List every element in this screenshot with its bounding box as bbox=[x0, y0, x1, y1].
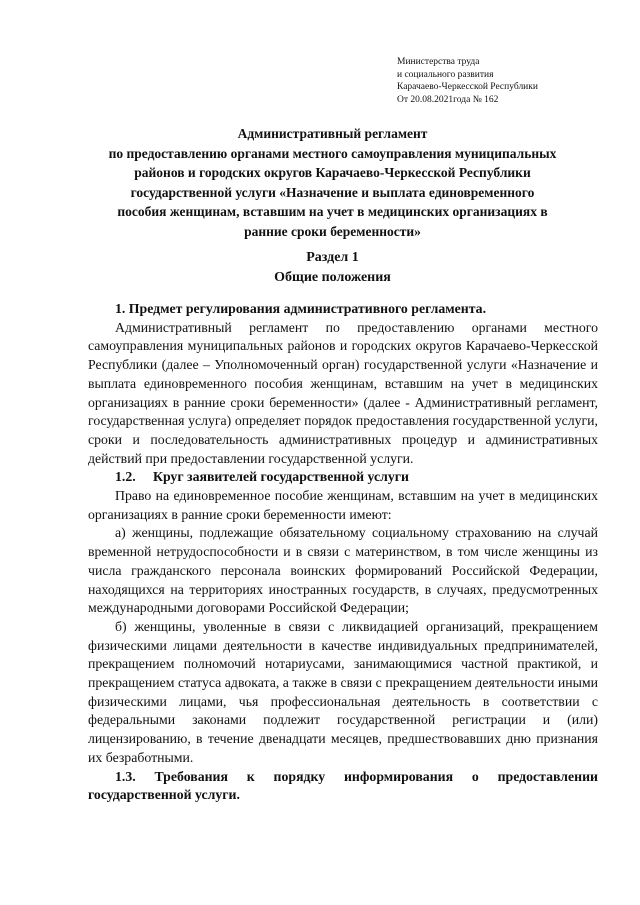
title-line: районов и городских округов Карачаево-Черкесской Республики bbox=[134, 165, 531, 180]
subsection-heading: 1.3. Требования к порядку информирования о предоставлении государственной услуги. bbox=[88, 768, 598, 803]
paragraph: Право на единовременное пособие женщинам, вставшим на учет в медицинских организациях в ранние сроки беременности имеют: bbox=[88, 488, 598, 522]
document-body bbox=[88, 300, 598, 805]
paragraph: б) женщины, уволенные в связи с ликвидацией организаций, прекращением физическими лицами деятельности в качестве индивидуальных предпринимателей, прекращением полномочий нотариусами, занимающимися частной практикой, и прекращением статуса адвоката, а также в связи с прекращением деятельности иными физическими лицами, чья профессиональная деятельность в соответствии с федеральными законами подлежит государственной регистрации и (или) лицензированию, в течение двенадцати месяцев, предшествовавших дню признания их безработными. bbox=[88, 618, 598, 765]
title-line: по предоставлению органами местного самоуправления муниципальных bbox=[108, 145, 557, 161]
title-line: пособия женщинам, вставшим на учет в медицинских организациях в bbox=[117, 204, 548, 219]
paragraph: а) женщины, подлежащие обязательному социальному страхованию на случай временной нетрудоспособности и в связи с материнством, в том числе женщины из числа гражданского персонала воинских формирований Российской Федерации, находящихся на территориях иностранных государств, в случаях, предусмотренных международными договорами Российской Федерации; bbox=[88, 525, 598, 616]
title-line: Административный регламент bbox=[237, 126, 428, 141]
paragraph: Административный регламент по предоставлению органами местного самоуправления муниципальных районов и городских округов Карачаево-Черкесской Республики (далее – Уполномоченный орган) государственной услуги «Назначение и выплата единовременного пособия женщинам, вставшим на учет в медицинских организациях в ранние сроки беременности» (далее - Административный регламент, государственная услуга) определяет порядок предоставления государственной услуги, сроки и последовательность административных процедур и административных действий при предоставлении государственной услуги. bbox=[88, 319, 598, 466]
approval-stamp bbox=[397, 56, 538, 106]
title-line: ранние сроки беременности» bbox=[244, 223, 421, 239]
stamp-line: Карачаево-Черкесской Республики bbox=[397, 82, 538, 92]
document-title bbox=[60, 124, 605, 241]
stamp-line: и социального развития bbox=[397, 69, 494, 80]
section-heading bbox=[60, 248, 605, 288]
section-name: Общие положения bbox=[274, 270, 391, 285]
subsection-heading: 1. Предмет регулирования административного регламента. bbox=[115, 301, 487, 316]
title-line: государственной услуги «Назначение и выплата единовременного bbox=[130, 184, 535, 200]
stamp-line: От 20.08.2021года № 162 bbox=[397, 94, 499, 105]
section-number: Раздел 1 bbox=[306, 250, 359, 265]
stamp-line: Министерства труда bbox=[397, 57, 480, 67]
subsection-heading: 1.2. Круг заявителей государственной услуги bbox=[115, 469, 409, 485]
